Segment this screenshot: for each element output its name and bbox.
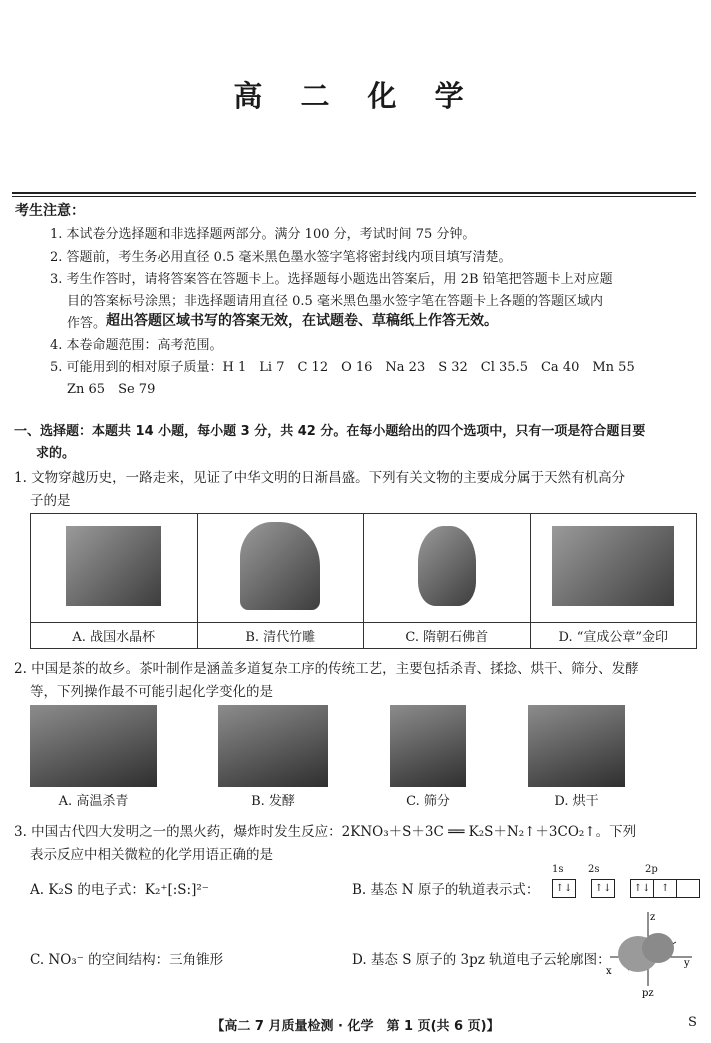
corner-mark: S <box>688 1015 697 1030</box>
section-1-heading-cont: 求的。 <box>36 446 76 461</box>
notice-item-5: 5. 可能用到的相对原子质量：H 1 Li 7 C 12 O 16 Na 23 S 32 Cl 35.5 Ca 40 Mn 55 <box>50 360 635 375</box>
option-3d[interactable]: D. 基态 S 原子的 3pz 轨道电子云轮廓图： <box>352 952 611 968</box>
fermentation-image <box>218 705 328 787</box>
bamboo-carving-image <box>240 522 320 610</box>
option-1b[interactable]: B. 清代竹雕 <box>197 622 364 648</box>
option-1c[interactable]: C. 隋朝石佛首 <box>364 622 531 648</box>
orbital-box-2s: ↑↓ <box>591 879 615 898</box>
drying-image <box>528 705 625 787</box>
orbital-label-2s: 2s <box>588 864 600 875</box>
notice-item-4: 4. 本卷命题范围：高考范围。 <box>50 338 223 353</box>
sieving-image <box>390 705 466 787</box>
notice-item-2: 2. 答题前，考生务必用直径 0.5 毫米黑色墨水签字笔将密封线内项目填写清楚。 <box>50 250 512 265</box>
kill-green-image <box>30 705 157 787</box>
option-3b[interactable]: B. 基态 N 原子的轨道表示式： <box>352 882 540 898</box>
question-3-stem: 3. 中国古代四大发明之一的黑火药，爆炸时发生反应：2KNO₃＋S＋3C ══ K₂S＋N₂↑＋3CO₂↑。下列 <box>14 824 637 840</box>
orbital-box-2p-3 <box>677 879 700 898</box>
gold-seal-image <box>552 526 674 606</box>
axis-x-label: x <box>606 966 612 977</box>
notice-item-3-cont: 目的答案标号涂黑；非选择题请用直径 0.5 毫米黑色墨水签字笔在答题卡上各题的答题区域内 <box>67 294 603 309</box>
notice-item-3-end: 作答。 <box>67 316 107 331</box>
tea-option-b[interactable] <box>218 705 328 809</box>
header-rule-thick <box>12 192 696 194</box>
notice-heading: 考生注意： <box>15 203 85 219</box>
tea-option-a[interactable] <box>30 705 157 809</box>
orbital-label-1s: 1s <box>552 864 564 875</box>
option-1d[interactable]: D. “宣成公章”金印 <box>530 622 697 648</box>
option-2d: D. 烘干 <box>554 794 599 809</box>
crystal-cup-image <box>66 526 161 606</box>
notice-item-3: 3. 考生作答时，请将答案答在答题卡上。选择题每小题选出答案后，用 2B 铅笔把答题卡上对应题 <box>50 272 613 287</box>
section-1-heading: 一、选择题：本题共 14 小题，每小题 3 分，共 42 分。在每小题给出的四个选项中，只有一项是符合题目要 <box>14 424 646 439</box>
notice-item-5-cont: Zn 65 Se 79 <box>67 382 156 397</box>
question-3-stem-cont: 表示反应中相关微粒的化学用语正确的是 <box>30 847 273 863</box>
option-1a[interactable]: A. 战国水晶杯 <box>31 622 198 648</box>
orbital-label-2p: 2p <box>645 864 658 875</box>
notice-warning: 超出答题区域书写的答案无效，在试题卷、草稿纸上作答无效。 <box>106 313 498 329</box>
orbital-box-2p-2: ↑ <box>654 879 677 898</box>
page-title: 高 二 化 学 <box>233 79 478 113</box>
option-3c[interactable]: C. NO₃⁻ 的空间结构：三角锥形 <box>30 952 224 968</box>
notice-item-1: 1. 本试卷分选择题和非选择题两部分。满分 100 分，考试时间 75 分钟。 <box>50 227 476 242</box>
option-2b: B. 发酵 <box>251 794 295 809</box>
axis-z-label: z <box>650 912 656 923</box>
option-3a[interactable]: A. K₂S 的电子式：K₂⁺[:S:]²⁻ <box>30 882 209 898</box>
option-2c: C. 筛分 <box>406 794 450 809</box>
header-rule-thin <box>12 196 696 197</box>
axis-pz-label: pz <box>642 988 654 999</box>
option-2a: A. 高温杀青 <box>58 794 129 809</box>
question-1-options-table <box>30 513 697 649</box>
tea-option-c[interactable] <box>390 705 466 809</box>
question-2-stem-cont: 等，下列操作最不可能引起化学变化的是 <box>30 684 273 700</box>
orbital-diagram <box>552 878 700 898</box>
page-footer: 【高二 7 月质量检测 · 化学 第 1 页(共 6 页)】 <box>211 1019 500 1034</box>
tea-option-d[interactable] <box>528 705 625 809</box>
orbital-box-2p-1: ↑↓ <box>630 879 654 898</box>
pz-orbital-diagram <box>600 908 696 1000</box>
stone-buddha-head-image <box>418 526 476 606</box>
orbital-box-1s: ↑↓ <box>552 879 576 898</box>
axis-y-label: y <box>684 958 690 969</box>
question-1-stem: 1. 文物穿越历史，一路走来，见证了中华文明的日渐昌盛。下列有关文物的主要成分属于天然有机高分 <box>14 470 626 486</box>
question-1-stem-cont: 子的是 <box>30 493 71 509</box>
question-2-stem: 2. 中国是茶的故乡。茶叶制作是涵盖多道复杂工序的传统工艺，主要包括杀青、揉捻、烘干、筛分、发酵 <box>14 661 639 677</box>
